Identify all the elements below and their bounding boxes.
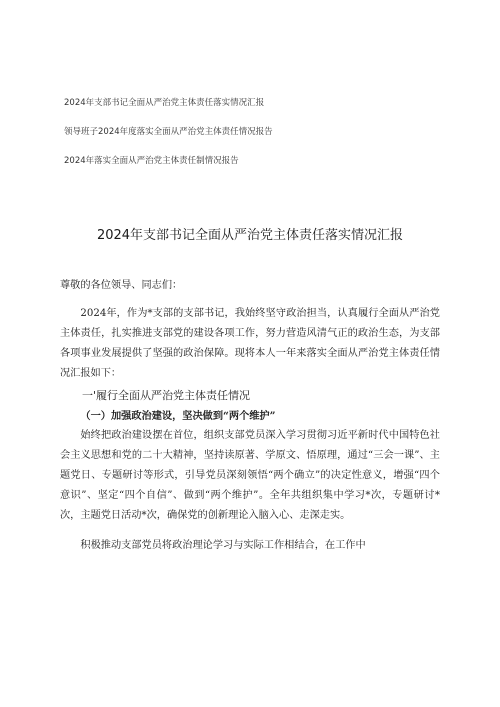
body-paragraph: 积极推动支部党员将政治理论学习与实际工作相结合，在工作中	[80, 540, 366, 551]
document-toc	[64, 98, 464, 185]
subsection-heading: （一）加强政治建设，坚决做到“两个维护”	[80, 410, 276, 422]
intro-paragraph: 2024年，作为*支部的支部书记，我始终坚守政治担当，认真履行全面从严治党主体责任，扎实推进支部党的建设各项工作，努力营造风清气正的政治生态，为支部各项事业发展提供了坚强的政治保障。现将本人一年来落实全面从严治党主体责任情况汇报如下：	[60, 308, 440, 379]
section-heading: 一'履行全面从严治党主体责任情况	[82, 389, 251, 402]
salutation: 尊敬的各位领导、同志们：	[60, 280, 183, 291]
toc-item[interactable]: 领导班子2024年度落实全面从严治党主体责任情况报告	[64, 127, 273, 137]
toc-item[interactable]: 2024年落实全面从严治党主体责任制情况报告	[64, 156, 239, 166]
document-body	[60, 276, 440, 556]
document-title: 2024年支部书记全面从严治党主体责任落实情况汇报	[96, 228, 404, 243]
body-paragraph: 始终把政治建设摆在首位，组织支部党员深入学习贯彻习近平新时代中国特色社会主义思想和党的二十大精神，坚持读原著、学原文、悟原理，通过“三会一课”、主题党日、专题研讨等形式，引导党员深刻领悟“两个确立”的决定性意义，增强“四个意识”、坚定“四个自信”、做到“两个维护”。全年共组织集中学习*次，专题研讨*次，主题党日活动*次，确保党的创新理论入脑入心、走深走实。	[60, 430, 440, 521]
toc-item[interactable]: 2024年支部书记全面从严治党主体责任落实情况汇报	[64, 98, 265, 108]
